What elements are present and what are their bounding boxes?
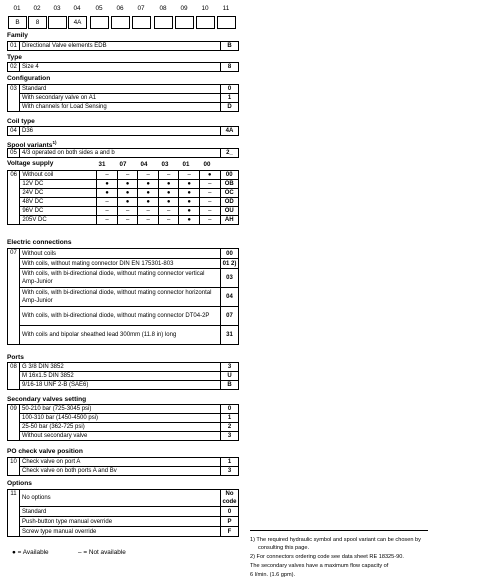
legend-not-available: – = Not available bbox=[78, 549, 126, 556]
table-row: 09 50-210 bar (725-3045 psi) 0 bbox=[8, 405, 239, 414]
table-row: 05 4/3 operated on both sides a and b 2_ bbox=[8, 149, 239, 158]
voltage-column-04: 04 bbox=[140, 161, 148, 168]
availability-mark: ● bbox=[179, 207, 200, 216]
table-row: 24V DC ● ● ● ● ● – OC bbox=[8, 189, 239, 198]
availability-mark: ● bbox=[138, 189, 159, 198]
table-row: 9/16-18 UNF 2-B (SAE6) B bbox=[8, 381, 239, 390]
table-row: 02 Size 4 8 bbox=[8, 63, 239, 72]
availability-mark: – bbox=[138, 171, 159, 180]
table-row: With coils, with bi-directional diode, without mating connector vertical Amp-Junior 03 bbox=[8, 269, 239, 288]
availability-mark: ● bbox=[117, 189, 138, 198]
code-value-cell-11 bbox=[217, 16, 236, 29]
footnote-3: The secondary valves have a maximum flow capacity of bbox=[250, 563, 389, 569]
availability-mark: – bbox=[199, 207, 220, 216]
table-row: 205V DC – – – – ● – AH bbox=[8, 216, 239, 225]
availability-mark: ● bbox=[117, 198, 138, 207]
availability-mark: ● bbox=[179, 180, 200, 189]
availability-mark: ● bbox=[97, 189, 118, 198]
footnote-2: 2) For connectors ordering code see data sheet RE 18325-90. bbox=[250, 554, 404, 560]
voltage-column-31: 31 bbox=[98, 161, 106, 168]
table-row: 10 Check valve on port A 1 bbox=[8, 458, 239, 467]
electric-title: Electric connections bbox=[7, 239, 72, 246]
table-row: 03 Standard 0 bbox=[8, 85, 239, 94]
availability-mark: – bbox=[158, 207, 179, 216]
secondary-table bbox=[7, 404, 239, 441]
availability-mark: ● bbox=[179, 189, 200, 198]
voltage-title: Voltage supply bbox=[7, 160, 54, 167]
table-row: Check valve on both ports A and Bv 3 bbox=[8, 467, 239, 476]
po-check-title: PO check valve position bbox=[7, 448, 83, 455]
code-position-1: 01 bbox=[13, 5, 21, 12]
table-row: 48V DC – ● ● ● ● – OD bbox=[8, 198, 239, 207]
table-row: With coils, without mating connector DIN EN 175301-803 01 2) bbox=[8, 259, 239, 269]
availability-mark: – bbox=[117, 171, 138, 180]
ports-title: Ports bbox=[7, 354, 24, 361]
table-row: 01 Directional Valve elements EDB B bbox=[8, 42, 239, 51]
availability-mark: ● bbox=[158, 189, 179, 198]
code-value-cell-2: 8 bbox=[28, 16, 47, 29]
footnote-1b: consulting this page. bbox=[258, 545, 309, 551]
availability-mark: – bbox=[97, 171, 118, 180]
configuration-title: Configuration bbox=[7, 75, 51, 82]
code-position-11: 11 bbox=[222, 5, 230, 12]
code-value-cell-9 bbox=[175, 16, 194, 29]
availability-mark: – bbox=[117, 216, 138, 225]
voltage-column-07: 07 bbox=[119, 161, 127, 168]
availability-mark: – bbox=[199, 180, 220, 189]
table-row: With coils, with bi-directional diode, without mating connector horizontal Amp-Junior 04 bbox=[8, 288, 239, 307]
availability-mark: ● bbox=[138, 180, 159, 189]
options-table bbox=[7, 489, 239, 537]
table-row: Push-button type manual override P bbox=[8, 517, 239, 527]
table-row: 25-50 bar (362-725 psi) 2 bbox=[8, 423, 239, 432]
table-row: With secondary valve on A1 1 bbox=[8, 94, 239, 103]
voltage-table bbox=[7, 170, 239, 225]
availability-mark: – bbox=[138, 207, 159, 216]
code-value-cell-10 bbox=[196, 16, 215, 29]
code-value-cell-1: B bbox=[8, 16, 27, 29]
type-table bbox=[7, 62, 239, 72]
footnote-3b: 6 l/min. (1.6 gpm). bbox=[250, 572, 296, 578]
code-position-4: 04 bbox=[73, 5, 81, 12]
po-check-table bbox=[7, 457, 239, 476]
availability-mark: ● bbox=[138, 198, 159, 207]
code-value-cell-7 bbox=[132, 16, 151, 29]
availability-mark: – bbox=[117, 207, 138, 216]
availability-mark: ● bbox=[97, 180, 118, 189]
footnote-divider bbox=[250, 530, 428, 531]
electric-table bbox=[7, 248, 239, 345]
availability-mark: – bbox=[158, 216, 179, 225]
availability-mark: – bbox=[199, 216, 220, 225]
coil-type-title: Coil type bbox=[7, 118, 35, 125]
code-position-3: 03 bbox=[53, 5, 61, 12]
ports-table bbox=[7, 362, 239, 390]
legend-available: ● = Available bbox=[12, 549, 49, 556]
voltage-column-01: 01 bbox=[182, 161, 190, 168]
table-row: Screw type manual override F bbox=[8, 527, 239, 537]
coil-type-table bbox=[7, 126, 239, 136]
table-row: 12V DC ● ● ● ● ● – OB bbox=[8, 180, 239, 189]
code-position-2: 02 bbox=[33, 5, 41, 12]
family-table bbox=[7, 41, 239, 51]
code-position-10: 10 bbox=[201, 5, 209, 12]
code-value-cell-3 bbox=[48, 16, 67, 29]
table-row: 07 Without coils 00 bbox=[8, 249, 239, 259]
availability-mark: ● bbox=[158, 198, 179, 207]
code-value-cell-8 bbox=[154, 16, 173, 29]
table-row: 04 D36 4A bbox=[8, 127, 239, 136]
availability-mark: – bbox=[97, 207, 118, 216]
availability-mark: – bbox=[97, 216, 118, 225]
table-row: 100-310 bar (1450-4500 psi) 1 bbox=[8, 414, 239, 423]
availability-mark: – bbox=[138, 216, 159, 225]
spool-title: Spool variants$^{1)}$ bbox=[7, 140, 57, 150]
table-row: Standard 0 bbox=[8, 507, 239, 517]
code-value-cell-6 bbox=[111, 16, 130, 29]
secondary-title: Secondary valves setting bbox=[7, 396, 87, 403]
availability-mark: – bbox=[199, 198, 220, 207]
footnote-1: 1) The required hydraulic symbol and spool variant can be chosen by bbox=[250, 537, 421, 543]
availability-mark: ● bbox=[199, 171, 220, 180]
options-title: Options bbox=[7, 480, 32, 487]
table-row: 06 Without coil – – – – – ● 00 bbox=[8, 171, 239, 180]
table-row: 96V DC – – – – ● – OU bbox=[8, 207, 239, 216]
availability-mark: ● bbox=[117, 180, 138, 189]
code-position-6: 06 bbox=[116, 5, 124, 12]
availability-mark: ● bbox=[179, 216, 200, 225]
table-row: 08 G 3/8 DIN 3852 3 bbox=[8, 363, 239, 372]
code-value-cell-4: 4A bbox=[68, 16, 87, 29]
availability-mark: ● bbox=[158, 180, 179, 189]
family-title: Family bbox=[7, 32, 28, 39]
configuration-table bbox=[7, 84, 239, 112]
availability-mark: – bbox=[199, 189, 220, 198]
voltage-column-00: 00 bbox=[203, 161, 211, 168]
table-row: Without secondary valve 3 bbox=[8, 432, 239, 441]
table-row: With coils and bipolar sheathed lead 300mm (11.8 in) long 31 bbox=[8, 326, 239, 345]
availability-mark: – bbox=[97, 198, 118, 207]
table-row: 11 No options No code bbox=[8, 490, 239, 507]
code-value-cell-5 bbox=[90, 16, 109, 29]
table-row: With coils, with bi-directional diode, without mating connector DT04-2P 07 bbox=[8, 307, 239, 326]
code-position-8: 08 bbox=[159, 5, 167, 12]
code-position-9: 09 bbox=[180, 5, 188, 12]
code-position-5: 05 bbox=[95, 5, 103, 12]
table-row: With channels for Load Sensing D bbox=[8, 103, 239, 112]
type-title: Type bbox=[7, 54, 22, 61]
availability-mark: – bbox=[158, 171, 179, 180]
table-row: M 16x1.5 DIN 3852 U bbox=[8, 372, 239, 381]
voltage-column-03: 03 bbox=[161, 161, 169, 168]
availability-mark: ● bbox=[179, 198, 200, 207]
availability-mark: – bbox=[179, 171, 200, 180]
spool-table bbox=[7, 148, 239, 158]
code-position-7: 07 bbox=[137, 5, 145, 12]
